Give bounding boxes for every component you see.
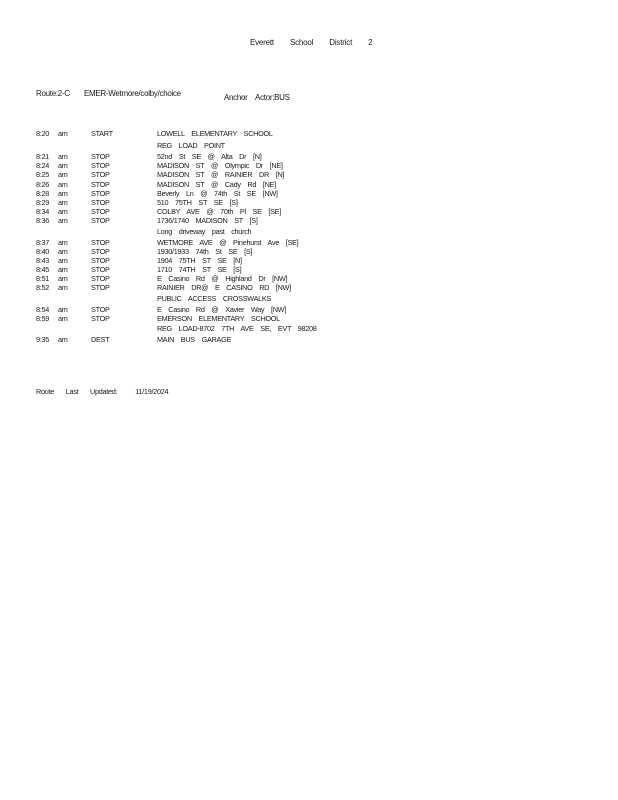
stop-time: 8:21 [36,152,50,161]
stop-ampm: am [58,274,68,284]
stop-location: PUBLIC ACCESS CROSSWALKS [157,293,272,303]
page-title: Everett School District 2 [250,38,373,47]
stop-location: Beverly Ln @ 74th St SE [NW] [157,188,278,198]
stop-type: STOP [91,207,110,217]
stop-location: RAINIER DR@ E CASINO RD [NW] [157,283,291,293]
stop-type: STOP [91,313,110,323]
last-updated-label: Route Last Updated: [36,387,118,396]
stop-ampm: am [58,216,68,226]
stop-type: STOP [91,283,110,293]
stop-location: REG LOAD-8702 7TH AVE SE, EVT 98208 [157,324,317,333]
stop-ampm: am [58,170,68,180]
stop-ampm: am [58,313,68,323]
stop-time: 8:40 [36,246,50,256]
stop-location: MADISON ST @ Olympic Dr [NE] [157,161,283,171]
stop-time: 8:59 [36,313,50,323]
stop-location: MAIN BUS GARAGE [157,335,232,344]
stop-location: E Casino Rd @ Highland Dr [NW] [157,274,288,284]
stop-ampm: am [58,179,68,189]
route-description: EMER-Wetmore/colby/choice [84,89,181,98]
stop-type: START [91,129,113,138]
stop-location: 1930/1933 74th St SE [S] [157,246,253,256]
stop-type: STOP [91,237,110,247]
stop-type: STOP [91,197,110,207]
stop-ampm: am [58,152,68,161]
stop-ampm: am [58,207,68,217]
stop-type: DEST [91,335,110,344]
stop-type: STOP [91,216,110,226]
stop-ampm: am [58,335,68,344]
stop-ampm: am [58,265,68,275]
stop-time: 8:25 [36,170,50,180]
stop-time: 8:26 [36,179,50,189]
stop-ampm: am [58,197,68,207]
stop-time: 8:43 [36,255,50,265]
stop-location: MADISON ST @ RAINIER DR [N] [157,170,285,180]
stop-time: 8:51 [36,274,50,284]
stop-ampm: am [58,188,68,198]
stop-type: STOP [91,255,110,265]
stop-type: STOP [91,274,110,284]
stop-type: STOP [91,161,110,171]
anchor-actor: Anchor Actor:BUS [224,93,290,102]
stop-location: 52nd St SE @ Alta Dr [N] [157,152,262,161]
stop-type: STOP [91,152,110,161]
stop-ampm: am [58,129,68,138]
stop-location: COLBY AVE @ 70th Pl SE [SE] [157,207,281,217]
stop-location: E Casino Rd @ Xavier Way [NW] [157,304,286,314]
stop-time: 9:35 [36,335,50,344]
stop-time: 8:45 [36,265,50,275]
route-info [36,89,224,98]
stop-ampm: am [58,255,68,265]
stop-location: REG LOAD POINT [157,141,225,150]
stop-type: STOP [91,179,110,189]
last-updated-date: 11/19/2024 [135,387,169,396]
stop-location: EMERSON ELEMENTARY SCHOOL [157,313,280,323]
stop-time: 8:54 [36,304,50,314]
stop-time: 8:28 [36,188,50,198]
stop-time: 8:20 [36,129,50,138]
stop-location: WETMORE AVE @ Pinehurst Ave [SE] [157,237,299,247]
stop-time: 8:37 [36,237,50,247]
stop-location: MADISON ST @ Cady Rd [NE] [157,179,276,189]
route-footer [36,387,168,396]
stop-ampm: am [58,161,68,171]
stop-type: STOP [91,246,110,256]
stop-location: 1904 75TH ST SE [N] [157,255,242,265]
route-id: Route:2-C [36,89,70,98]
stop-time: 8:34 [36,207,50,217]
stop-ampm: am [58,237,68,247]
stop-location: LOWELL ELEMENTARY SCHOOL [157,129,273,138]
stop-type: STOP [91,170,110,180]
stop-type: STOP [91,188,110,198]
stop-time: 8:24 [36,161,50,171]
stop-time: 8:52 [36,283,50,293]
stop-time: 8:36 [36,216,50,226]
stop-ampm: am [58,283,68,293]
stop-ampm: am [58,246,68,256]
stop-location: 1736/1740 MADISON ST [S] [157,216,258,226]
stop-type: STOP [91,265,110,275]
stop-ampm: am [58,304,68,314]
stop-type: STOP [91,304,110,314]
stop-location: Long driveway past church [157,226,252,236]
stop-time: 8:29 [36,197,50,207]
stop-location: 510 75TH ST SE [S] [157,197,238,207]
stop-location: 1710 74TH ST SE [S] [157,265,242,275]
